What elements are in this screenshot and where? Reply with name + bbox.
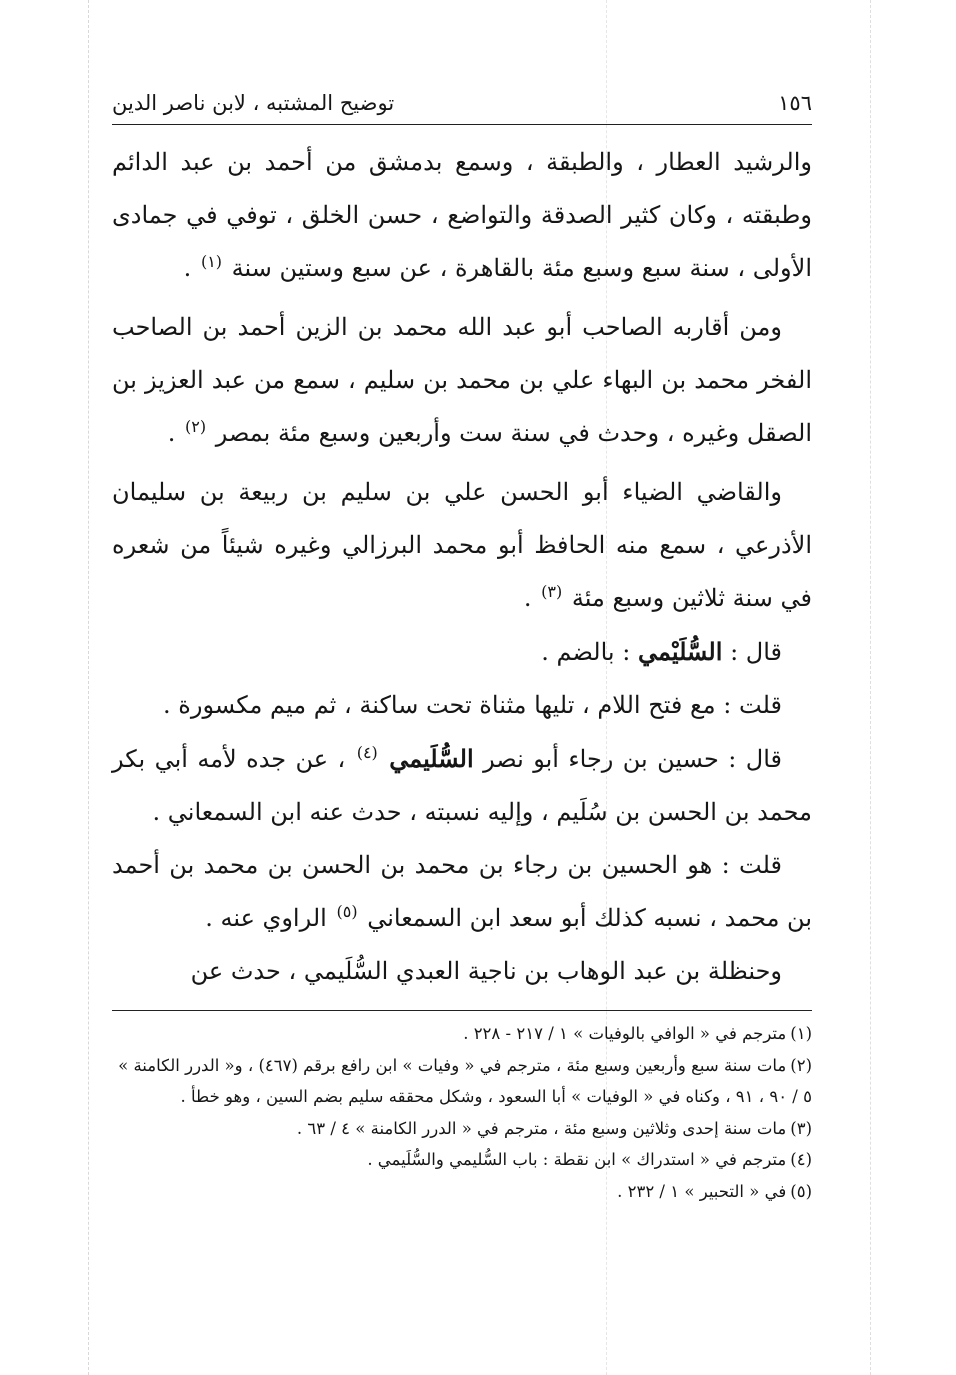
paragraph-3 xyxy=(112,466,812,625)
footnote-text: مات سنة إحدى وثلاثين وسبع مئة ، مترجم في « الدرر الكامنة » ٤ / ٦٣ . xyxy=(296,1118,787,1138)
book-title: توضيح المشتبه ، لابن ناصر الدين xyxy=(112,91,395,115)
text-line: الأذرعي ، سمع منه الحافظ أبو محمد البرزالي وغيره شيئاً من شعره في xyxy=(112,531,812,612)
text-line: ومن أقاربه الصاحب أبو عبد الله محمد بن الزين أحمد بن الصاحب xyxy=(112,313,782,341)
footnote-text: في « التحبير » ١ / ٢٣٢ . xyxy=(617,1181,787,1201)
main-text xyxy=(112,136,812,998)
text-line: جمادى الأولى ، سنة سبع وسبع مئة بالقاهرة ، عن سبع وستين xyxy=(112,201,812,282)
paragraph-8 xyxy=(112,945,812,998)
text-segment: قال : xyxy=(730,638,782,666)
footnote-text: مترجم في « الوافي بالوفيات » ١ / ٢١٧ - ٢٢٨ . xyxy=(463,1024,787,1043)
text-line: والقاضي الضياء أبو الحسن علي بن سليم بن ربيعة بن سليمان xyxy=(112,478,782,506)
footnote-reference: (١) xyxy=(200,252,223,271)
text-line: قلت : هو الحسين بن رجاء بن محمد بن الحسن بن محمد بن xyxy=(169,851,782,879)
footnote-reference: (٣) xyxy=(541,582,563,601)
paragraph-1 xyxy=(112,136,812,295)
running-header xyxy=(112,82,812,125)
footnote-item xyxy=(112,1176,812,1208)
text-line: الفخر محمد بن البهاء علي بن محمد بن سليم ، سمع من xyxy=(254,366,813,394)
headword: السُّلَيْمي xyxy=(637,637,723,666)
footnote-number: (٤) xyxy=(790,1150,812,1169)
footnote-number: (٢) xyxy=(790,1055,812,1075)
paragraph-6 xyxy=(112,732,812,839)
headword: السُّلَيمي xyxy=(389,744,474,773)
paragraph-2 xyxy=(112,301,812,460)
text-end: . xyxy=(167,419,176,447)
text-segment: : بالضم . xyxy=(541,638,631,666)
text-end: . xyxy=(183,254,192,282)
footnote-reference: (٥) xyxy=(336,902,358,921)
scan-edge-right xyxy=(870,0,871,1375)
text-line: بمصر xyxy=(215,419,271,447)
footnote-item xyxy=(112,1144,812,1176)
text-line: قلت : مع فتح اللام ، تليها مثناة تحت ساكنة ، ثم ميم مكسورة . xyxy=(163,691,782,719)
paragraph-5 xyxy=(112,679,812,732)
paragraph-7 xyxy=(112,839,812,945)
footnote-number: (٥) xyxy=(790,1181,812,1201)
text-line: سنة xyxy=(231,254,272,282)
book-page xyxy=(112,82,812,1302)
text-line: وطبقته ، وكان كثير الصدقة والتواضع ، حسن الخلق ، توفي في xyxy=(186,201,812,229)
footnote-reference: (٢) xyxy=(185,417,207,436)
text-line: محمد بن الحسن بن سُلَيم ، وإليه نسبته ، حدث عنه ابن السمعاني . xyxy=(152,798,812,826)
text-end: الراوي عنه . xyxy=(205,904,327,932)
footnote-item xyxy=(112,1050,812,1113)
footnote-item xyxy=(112,1113,812,1145)
footnote-item xyxy=(112,1018,812,1050)
text-end: . xyxy=(523,584,532,612)
footnote-reference: (٤) xyxy=(356,743,378,762)
footnote-text: مترجم في « استدراك » ابن نقطة : باب السُّليمي والسُّلَيمي . xyxy=(367,1150,787,1169)
footnote-number: (٣) xyxy=(790,1118,812,1138)
text-line: أحمد بن محمد ، نسبه كذلك أبو سعد ابن السمعاني xyxy=(112,851,812,932)
text-line: سنة ثلاثين وسبع مئة xyxy=(571,584,773,612)
paragraph-4 xyxy=(112,625,812,679)
text-line: وحنظلة بن عبد الوهاب بن ناجية العبدي السُّلَيمي ، حدث عن xyxy=(190,957,782,985)
footnotes xyxy=(112,1010,812,1207)
text-segment: ، عن جده لأمه أبي بكر xyxy=(112,745,346,773)
footnote-text: مات سنة سبع وأربعين وسبع مئة ، مترجم في « وفيات » ابن رافع برقم (٤٦٧) ، و« الدرر الكامنة » ٥ / ٩٠ ، ٩١ ، وكناه في « الوفيات » أبا السعود ، وشكل محققه سليم بضم السين ، وهو خطأ . xyxy=(118,1055,812,1106)
footnote-number: (١) xyxy=(790,1024,812,1043)
text-line: عبد العزيز بن الصقل وغيره ، وحدث في سنة ست وأربعين وسبع مئة xyxy=(112,366,812,447)
text-segment: قال : حسين بن رجاء أبو نصر xyxy=(483,745,782,773)
scan-edge-left xyxy=(88,0,89,1375)
page-number: ١٥٦ xyxy=(778,91,812,115)
text-line: والرشيد العطار ، والطبقة ، وسمع بدمشق من أحمد بن عبد الدائم xyxy=(112,148,812,176)
